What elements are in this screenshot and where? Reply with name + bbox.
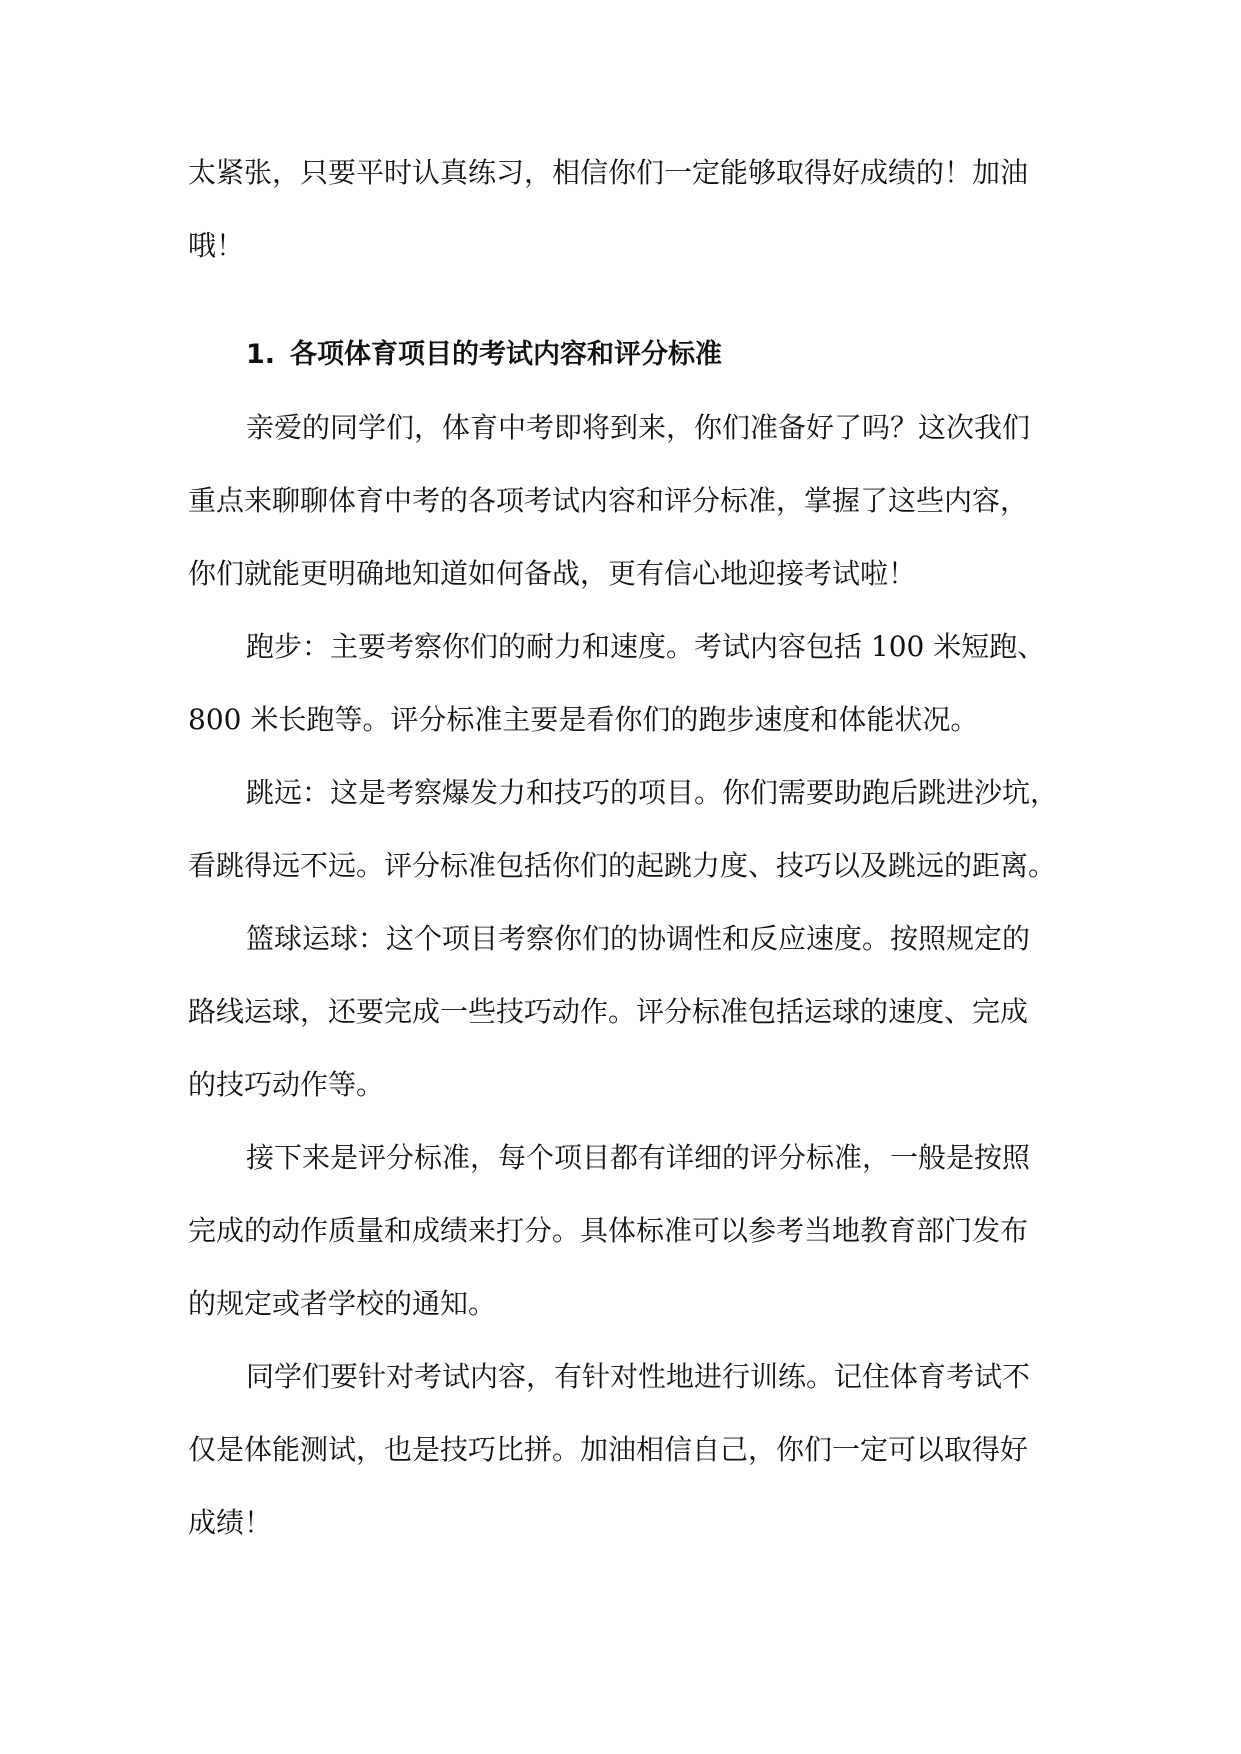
paragraph-line: 同学们要针对考试内容，有针对性地进行训练。记住体育考试不 <box>246 1360 1031 1393</box>
section-spacer <box>188 282 1054 318</box>
paragraph-line: 仅是体能测试，也是技巧比拼。加油相信自己，你们一定可以取得好 <box>188 1433 1029 1466</box>
paragraph-line: 跑步：主要考察你们的耐力和速度。考试内容包括 100 米短跑、 <box>246 630 1046 663</box>
paragraph-line: 篮球运球：这个项目考察你们的协调性和反应速度。按照规定的 <box>246 922 1031 955</box>
section-title: 各项体育项目的考试内容和评分标准 <box>290 339 722 370</box>
paragraph-long-jump <box>188 756 1059 902</box>
paragraph-line: 哦！ <box>188 229 245 262</box>
paragraph-line: 接下来是评分标准，每个项目都有详细的评分标准，一般是按照 <box>246 1141 1031 1174</box>
section-heading <box>188 318 1054 391</box>
paragraph-line: 的技巧动作等。 <box>188 1068 385 1101</box>
paragraph-line: 太紧张，只要平时认真练习，相信你们一定能够取得好成绩的！加油 <box>188 156 1029 189</box>
section-number: 1. <box>246 339 276 370</box>
paragraph-line: 成绩！ <box>188 1506 273 1539</box>
paragraph-line: 重点来聊聊体育中考的各项考试内容和评分标准，掌握了这些内容， <box>188 484 1029 517</box>
paragraph-line: 跳远：这是考察爆发力和技巧的项目。你们需要助跑后跳进沙坑， <box>246 776 1059 809</box>
paragraph-line: 的规定或者学校的通知。 <box>188 1287 497 1320</box>
paragraph-line: 800 米长跑等。评分标准主要是看你们的跑步速度和体能状况。 <box>188 703 979 736</box>
paragraph-line: 完成的动作质量和成绩来打分。具体标准可以参考当地教育部门发布 <box>188 1214 1029 1247</box>
paragraph-line: 路线运球，还要完成一些技巧动作。评分标准包括运球的速度、完成 <box>188 995 1029 1028</box>
paragraph-scoring <box>188 1121 1054 1340</box>
paragraph-basketball <box>188 902 1054 1121</box>
intro-continuation-paragraph <box>188 136 1054 282</box>
paragraph-line: 亲爱的同学们，体育中考即将到来，你们准备好了吗？这次我们 <box>246 411 1031 444</box>
paragraph-closing <box>188 1340 1054 1559</box>
paragraph-intro <box>188 391 1054 610</box>
paragraph-line: 看跳得远不远。评分标准包括你们的起跳力度、技巧以及跳远的距离。 <box>188 849 1057 882</box>
paragraph-running <box>188 610 1054 756</box>
paragraph-line: 你们就能更明确地知道如何备战，更有信心地迎接考试啦！ <box>188 557 917 590</box>
document-body <box>188 136 1059 1559</box>
